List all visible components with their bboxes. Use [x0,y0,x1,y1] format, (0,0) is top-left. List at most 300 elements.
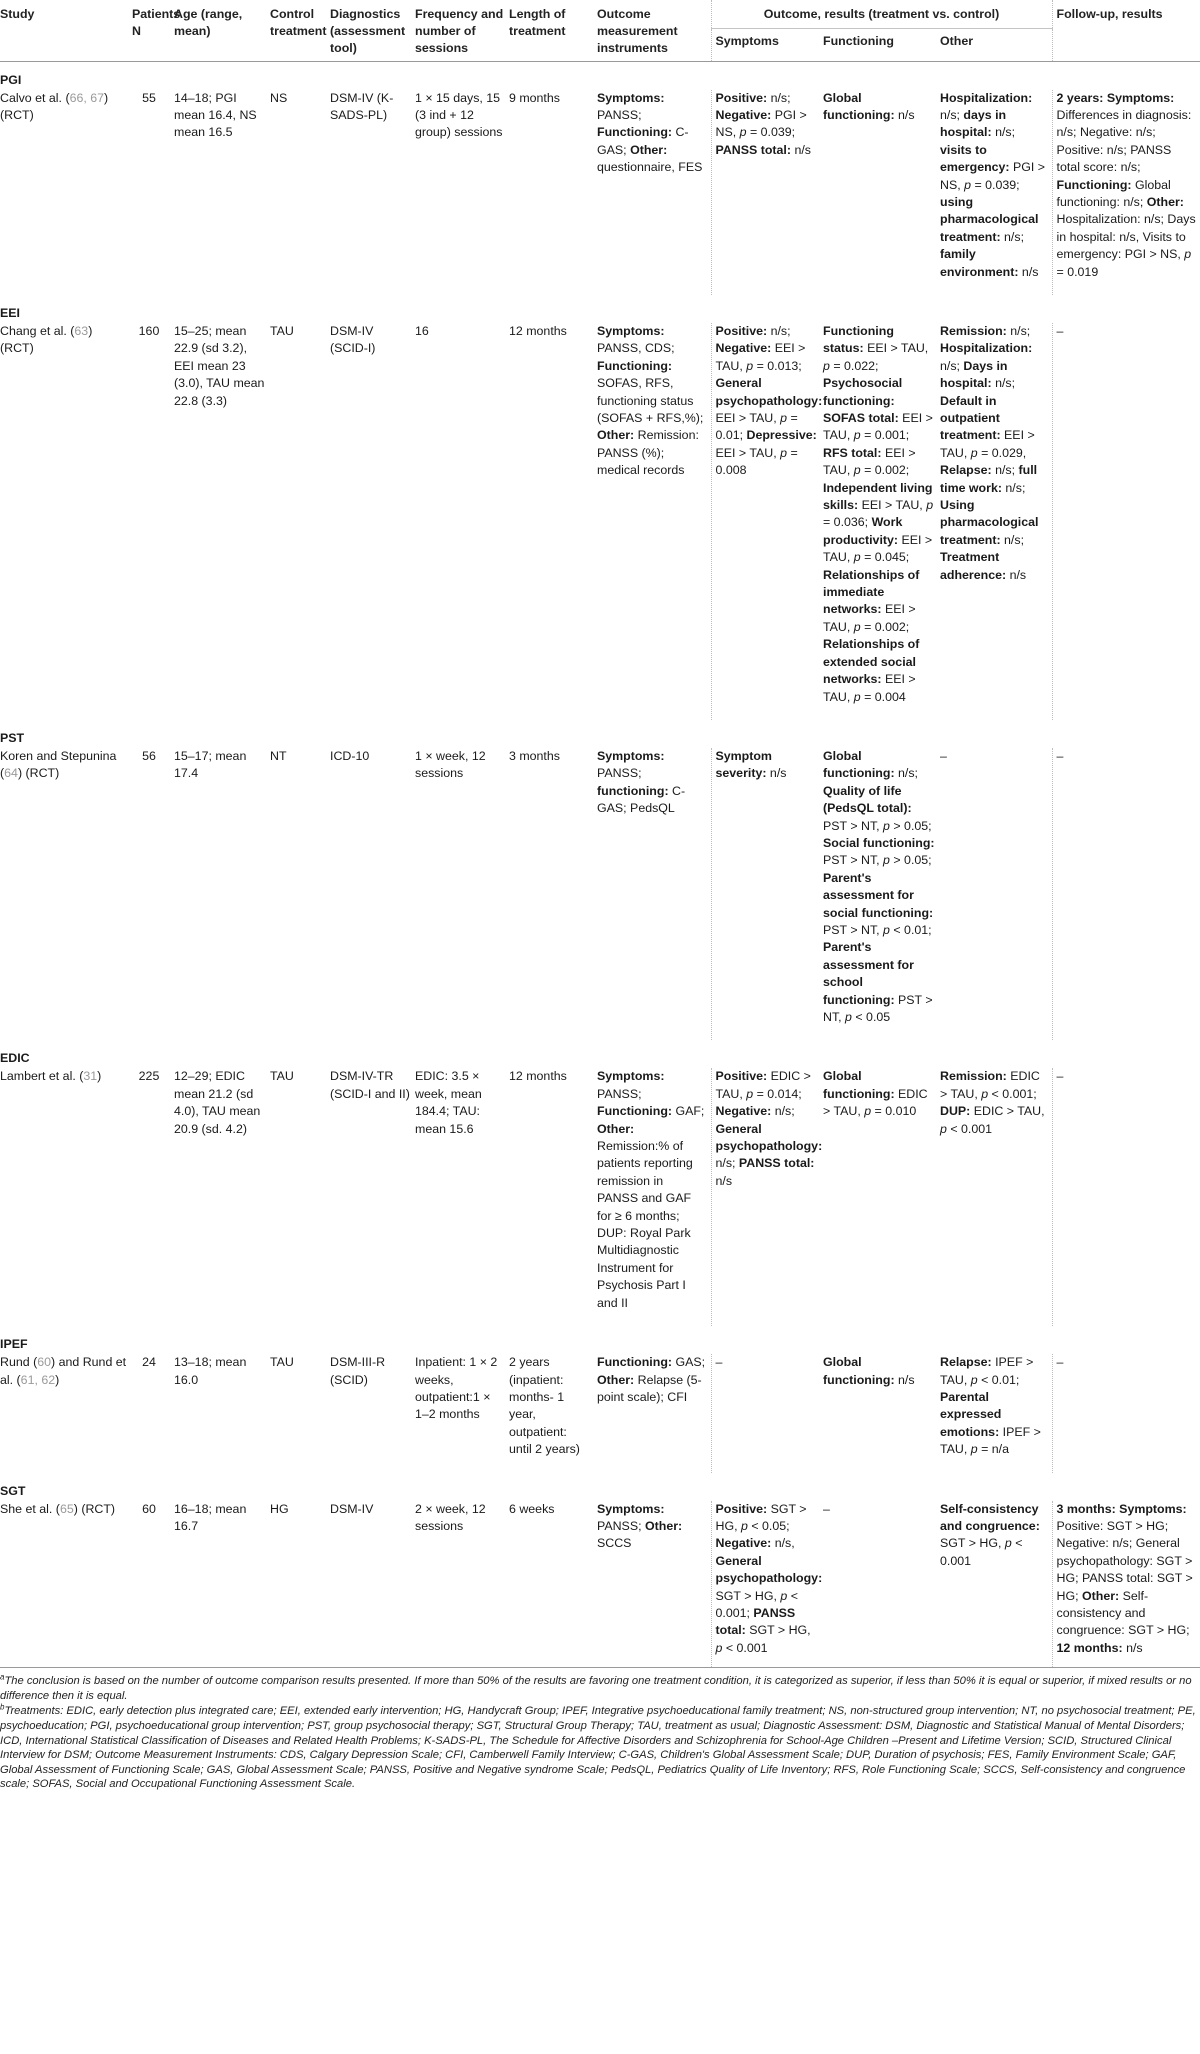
symptoms-result-cell [711,323,823,720]
cell-text: Remission: [940,1069,1007,1084]
table-row [0,323,1200,720]
cell-text: Other: [644,1518,683,1533]
cell-text: n/s [1122,1640,1143,1655]
cell-text: p [981,1086,989,1101]
cell-text: SGT > HG, [745,1623,811,1638]
followup-cell [1052,323,1200,720]
cell-text: EEI > TAU, [823,532,933,565]
study-cell: Chang et al. (63) (RCT) [0,323,93,356]
cell-text: Negative: [715,107,772,122]
cell-text: n/s [1006,567,1027,582]
diagnostics-cell: DSM-IV (SCID-I) [330,323,376,356]
cell-text: > 0.05; [889,853,932,868]
instruments-cell [597,90,711,295]
cell-text: Functioning status: [823,323,894,356]
cell-text: = 0.036; [823,515,872,530]
group-row [0,62,1200,90]
cell-text: p [746,1086,754,1101]
cell-text: Symptoms: [597,748,665,763]
cell-text: = 0.010 [871,1104,917,1119]
cell-text: – [1056,748,1064,763]
cell-text: p [970,445,978,460]
study-cell: Koren and Stepunina (64) (RCT) [0,748,117,781]
other-result-cell [940,90,1052,295]
cell-text: Symptom severity: [715,748,772,781]
cell-text: Relationships of extended social networks: [823,637,920,687]
cell-text: Positive: SGT > HG; Negative: n/s; General psychopathology: SGT > HG; PANSS total: SGT > HG; [1056,1518,1193,1603]
cell-text: SOFAS, RFS, functioning status (SOFAS + RFS,%); [597,376,704,425]
cell-text: p [739,125,747,140]
cell-text: PANSS; [597,1086,642,1101]
cell-text: General psychopathology: [715,1121,823,1154]
group-label: IPEF [0,1337,28,1352]
cell-text: = n/a [977,1442,1010,1457]
cell-text: Symptoms: [597,1501,665,1516]
cell-text: Other: [630,142,668,157]
control-cell: NT [270,748,287,763]
control-cell: HG [270,1501,330,1668]
cell-text: p [715,1640,723,1655]
cell-text: Relapse (5-point scale); CFI [597,1372,702,1404]
study-cell: Calvo et al. (66, 67) (RCT) [0,90,109,122]
followup-cell [1052,1354,1200,1472]
cell-text: < 0.01; [977,1372,1020,1387]
cell-text: EEI > TAU, [858,498,927,513]
cell-text: n/s; [1000,532,1025,547]
cell-text: < 0.01; [889,922,932,937]
cell-text: Hospitalization: [940,90,1033,105]
cell-text: 2 years: Symptoms: [1056,90,1175,105]
cell-text: Symptoms: [597,323,665,338]
cell-text: Remission:% of patients reporting remission in PANSS and GAF for ≥ 6 months; DUP: Royal Park Multidiagnostic Instrument for Psychosis Part I and II [597,1139,693,1310]
col-control: Control treatment [270,0,330,62]
instruments-cell [597,1501,711,1668]
group-row [0,295,1200,323]
cell-text: EEI > TAU, [823,411,933,443]
cell-text: p [780,1588,788,1603]
cell-text: = 0.045; [860,550,910,565]
cell-text: Symptoms: [597,1069,665,1084]
functioning-result-cell [823,1501,940,1668]
functioning-result-cell [823,1354,940,1472]
cell-text: = 0.014; [753,1086,802,1101]
cell-text: family environment: [940,247,1019,279]
cell-text: = 0.002; [860,463,910,478]
cell-text: Hospitalization: [940,341,1033,356]
group-label: EDIC [0,1051,30,1066]
patients-cell: 160 [138,323,160,338]
age-cell: 14–18; PGI mean 16.4, NS mean 16.5 [174,90,257,140]
cell-text: p [1004,1536,1012,1551]
cell-text: Hospitalization: n/s; Days in hospital: n/s, Visits to emergency: PGI > NS, [1056,212,1196,262]
footnote-b-text: Treatments: EDIC, early detection plus integrated care; EEI, extended early intervention; HG, Handycraft Group; IPEF, Integrative psychoeducational family treatment; NS, non-structured group intervention; NT, no psychosocial treatment; PE, psychoeducation; PGI, psychoeducational group intervention; PST, group psychosocial therapy; SGT, Structural Group Therapy; TAU, treatment as usual; Diagnostic Assessment: DSM, Diagnostic and Statistical Manual of Mental Disorders; ICD, International Statistical Classification of Diseases and Related Health Problems; K-SADS-PL, The Schedule for Affective Disorders and Schizophrenia for School-Age Children –Present and Lifetime Version; SCID, Structured Clinical Interview for DSM; Outcome Measurement Instruments: CDS, Calgary Depression Scale; CFI, Camberwell Family Interview; C-GAS, Children's Global Assessment Scale; DUP, Duration of psychosis; FES, Family Environment Scale; GAF, Global Assessment of Functioning Scale; GAS, Global Assessment Scale; PANSS, Positive and Negative syndrome Scale; PedsQL, Pediatrics Quality of Life Inventory; RFS, Role Functioning Scale; SCCS, Self-consistency and congruence scale; SOFAS, Social and Occupational Functioning Assessment Scale. [0,1705,1196,1791]
cell-text: = 0.039; [746,125,796,140]
frequency-cell: 2 × week, 12 sessions [415,1501,509,1668]
cell-text: p [864,1104,872,1119]
cell-text: SGT > HG, [715,1588,781,1603]
cell-text: PANSS total: [715,1605,796,1638]
cell-text: p [780,445,788,460]
patients-cell: 24 [142,1355,156,1370]
cell-text: functioning: [597,783,669,798]
functioning-result-cell [823,748,940,1041]
cell-text: < 0.001; [988,1086,1037,1101]
cell-text: p [883,853,890,868]
cell-text: = 0.029, [977,445,1027,460]
cell-text: Symptoms: [597,90,665,105]
cell-text: days in hospital: [940,107,1007,140]
cell-text: SCCS [597,1536,632,1551]
cell-text: n/s [791,142,811,157]
cell-text: EEI > TAU, [823,672,916,704]
cell-text: EEI > TAU, [715,445,781,460]
length-cell: 2 years (inpatient: months- 1 year, outpatient: until 2 years) [509,1355,580,1457]
cell-text: n/s [715,1173,733,1188]
cell-text: p [853,428,861,443]
cell-text: – [1056,1355,1064,1370]
cell-text: PST > NT, [823,853,884,868]
cell-text: 3 months: Symptoms: [1056,1501,1187,1516]
functioning-result-cell [823,323,940,720]
followup-cell [1052,1068,1200,1326]
group-label: SGT [0,1483,26,1498]
diagnostics-cell: DSM-IV (K-SADS-PL) [330,90,394,122]
control-cell: TAU [270,323,294,338]
instruments-cell [597,323,711,720]
cell-text: n/s; [771,1104,795,1119]
cell-text: Social functioning: [823,835,935,850]
frequency-cell: 1 × 15 days, 15 (3 ind + 12 group) sessions [415,90,503,140]
cell-text: PANSS; [597,766,642,781]
cell-text: PGI > NS, [940,160,1046,192]
symptoms-result-cell [711,90,823,295]
age-cell: 15–25; mean 22.9 (sd 3.2), EEI mean 23 (3.0), TAU mean 22.8 (3.3) [174,323,265,408]
cell-text: p [964,177,972,192]
cell-text: = 0.022; [829,358,879,373]
cell-text: EEI > TAU, [823,445,916,478]
col-frequency: Frequency and number of sessions [415,0,509,62]
other-result-cell [940,748,1052,1041]
cell-text: Functioning: [597,1104,673,1119]
cell-text: < 0.001 [940,1536,1023,1568]
cell-text: using pharmacological treatment: [940,194,1039,244]
cell-text: p [853,550,861,565]
cell-text: Other: [1146,194,1184,209]
cell-text: – [1056,1069,1064,1084]
cell-text: < 0.001 [946,1121,993,1136]
cell-text: p [845,1010,852,1024]
col-diagnostics: Diagnostics (assessment tool) [330,0,415,62]
instruments-cell [597,748,711,1041]
cell-text: Functioning: [1056,177,1132,192]
instruments-cell [597,1354,711,1472]
footnote-a-mark: a [0,1672,5,1682]
citation-ref[interactable]: 64 [4,766,18,781]
cell-text: EEI > TAU, [940,428,1035,460]
table-row [0,90,1200,295]
cell-text: Other: [597,428,635,443]
cell-text: Positive: [715,90,768,105]
cell-text: n/s, [771,1536,795,1551]
cell-text: > 0.05; [889,818,932,833]
cell-text: PANSS total: [715,142,791,157]
cell-text: Negative: [715,1536,772,1551]
cell-text: n/s; [1000,229,1025,244]
diagnostics-cell: DSM-IV [330,1501,415,1668]
cell-text: = 0.008 [715,445,798,478]
citation-ref[interactable]: 31 [83,1069,98,1084]
table-row [0,1354,1200,1472]
cell-text: EEI > TAU, [715,411,781,425]
table-header [0,0,1200,62]
age-cell: 16–18; mean 16.7 [174,1501,270,1668]
symptoms-result-cell [711,1501,823,1668]
col-age: Age (range, mean) [174,0,270,62]
cell-text: EDIC > TAU, [940,1069,1040,1101]
age-cell: 15–17; mean 17.4 [174,748,247,781]
cell-text: n/s; [715,1156,739,1171]
cell-text: Parent's assessment for school functioning: [823,940,914,1007]
cell-text: p [823,358,830,373]
cell-text: n/s [766,766,787,781]
cell-text: p [853,463,861,478]
cell-text: Other: [597,1121,635,1136]
cell-text: Global functioning: [823,1069,895,1101]
cell-text: Work productivity: [823,515,903,547]
cell-text: PST > NT, [823,992,933,1024]
cell-text: GAF; [672,1104,705,1119]
cell-text: n/s; [767,90,791,105]
cell-text: RFS total: [823,445,882,460]
diagnostics-cell: ICD-10 [330,748,370,763]
cell-text: – [940,748,947,763]
cell-text: PANSS; [597,107,642,122]
cell-text: = 0.013; [753,358,802,373]
cell-text: PGI > NS, [715,107,807,140]
length-cell: 12 months [509,1069,567,1084]
cell-text: Positive: [715,1501,768,1516]
cell-text: n/s; [991,125,1016,140]
cell-text: Global functioning: [823,1355,895,1387]
cell-text: EDIC > TAU, [970,1104,1045,1119]
cell-text: < 0.05 [851,1010,891,1024]
citation-ref[interactable]: 61, 62 [20,1372,56,1387]
cell-text: – [823,1501,830,1516]
patients-cell: 56 [142,748,156,763]
table-row [0,1501,1200,1668]
other-result-cell [940,1354,1052,1472]
cell-text: p [1184,247,1192,262]
study-cell: She et al. (65) (RCT) [0,1501,132,1668]
patients-cell: 60 [132,1501,174,1668]
cell-text: = 0.001; [860,428,910,443]
cell-text: p [780,411,788,425]
cell-text: n/s; [991,463,1019,478]
symptoms-result-cell [711,1068,823,1326]
cell-text: n/s; [991,376,1016,391]
cell-text: Days in hospital: [940,358,1008,391]
cell-text: p [940,1121,947,1136]
footnote-a [0,1674,1200,1703]
diagnostics-cell: DSM-IV-TR (SCID-I and II) [330,1069,410,1101]
cell-text: p [853,619,861,634]
cell-text: 12 months: [1056,1640,1123,1655]
cell-text: = 0.01; [715,411,798,443]
cell-text: IPEF > TAU, [940,1355,1034,1387]
cell-text: visits to emergency: [940,142,1010,175]
length-cell: 6 weeks [509,1501,597,1668]
cell-text: Default in outpatient treatment: [940,393,1001,443]
followup-cell [1052,748,1200,1041]
cell-text: IPEF > TAU, [940,1424,1041,1457]
cell-text: p [883,922,890,937]
frequency-cell: Inpatient: 1 × 2 weeks, outpatient:1 × 1–2 months [415,1355,498,1422]
other-result-cell [940,1068,1052,1326]
cell-text: Psychosocial functioning: SOFAS total: [823,376,903,425]
col-functioning: Functioning [823,29,940,62]
group-label: EEI [0,305,20,320]
cell-text: Quality of life (PedsQL total): [823,783,912,816]
cell-text: C-GAS; PedsQL [597,783,686,816]
control-cell: TAU [270,1069,294,1084]
cell-text: Differences in diagnosis: n/s; Negative: n/s; Positive: n/s; PANSS total score: n/s; [1056,107,1192,175]
cell-text: PANSS total: [738,1156,815,1171]
cell-text: Positive: [715,1069,768,1084]
cell-text: Independent living skills: [823,480,933,513]
cell-text: Parental expressed emotions: [940,1389,1002,1439]
cell-text: = 0.002; [860,619,910,634]
cell-text: Functioning: [597,358,673,373]
age-cell: 13–18; mean 16.0 [174,1355,247,1387]
cell-text: n/s [894,1372,915,1387]
diagnostics-cell: DSM-III-R (SCID) [330,1355,386,1387]
cell-text: Functioning: [597,125,673,140]
table-body [0,62,1200,1668]
symptoms-result-cell [711,1354,823,1472]
other-result-cell [940,323,1052,720]
frequency-cell: 1 × week, 12 sessions [415,748,486,781]
cell-text: p [853,689,861,704]
cell-text: Functioning: [597,1355,673,1370]
cell-text: Relapse: [940,463,992,478]
other-result-cell [940,1501,1052,1668]
cell-text: p [970,1442,978,1457]
footnotes [0,1668,1200,1792]
cell-text: Remission: PANSS (%); medical records [597,428,699,478]
cell-text: questionnaire, FES [597,160,703,175]
cell-text: General psychopathology: [715,376,823,408]
citation-ref[interactable]: 60 [37,1355,52,1370]
cell-text: PST > NT, [823,922,884,937]
cell-text: EDIC > TAU, [823,1086,928,1119]
cell-text: PST > NT, [823,818,884,833]
cell-text: n/s; [1001,480,1026,495]
cell-text: Using pharmacological treatment: [940,498,1039,547]
cell-text: n/s [1018,264,1039,279]
group-label: PGI [0,73,22,87]
cell-text: Negative: [715,341,772,356]
group-row [0,720,1200,748]
col-length: Length of treatment [509,0,597,62]
group-row [0,1326,1200,1354]
cell-text: – [1056,323,1064,338]
cell-text: < 0.001 [722,1640,768,1655]
col-other: Other [940,29,1052,62]
citation-ref[interactable]: 63 [74,323,89,338]
control-cell: TAU [270,1355,294,1370]
cell-text: = 0.004 [860,689,906,704]
col-patients: Patients N [132,0,174,62]
cell-text: p [883,818,890,833]
cell-text: n/s; [1006,323,1031,338]
cell-text: Self-consistency and congruence: [940,1501,1040,1533]
instruments-cell [597,1068,711,1326]
cell-text: Other: [1082,1588,1120,1603]
length-cell: 9 months [509,90,560,105]
cell-text: p [926,498,934,513]
cell-text: EEI > TAU, [823,602,916,634]
cell-text: full time work: [940,463,1038,495]
cell-text: < 0.001; [715,1588,798,1620]
cell-text: Global functioning: [823,90,895,122]
group-label: PST [0,730,25,745]
cell-text: p [740,1518,748,1533]
footnote-b [0,1704,1200,1792]
cell-text: PANSS; [597,1518,645,1533]
footnote-b-mark: b [0,1702,5,1712]
col-study: Study [0,0,132,62]
citation-ref[interactable]: 66, 67 [69,90,105,105]
cell-text: – [715,1355,723,1370]
cell-text: n/s; [767,323,791,338]
control-cell: NS [270,90,288,105]
col-instruments: Outcome measurement instruments [597,0,711,62]
cell-text: Remission: [940,323,1007,338]
cell-text: PANSS, CDS; [597,341,675,356]
cell-text: EEI > TAU, [863,341,929,356]
study-cell: Lambert et al. (31) [0,1069,102,1084]
cell-text: Relationships of immediate networks: [823,567,920,617]
cell-text: Parent's assessment for social functioning: [823,870,934,920]
cell-text: EDIC > TAU, [715,1069,811,1101]
cell-text: SGT > HG, [940,1536,1005,1551]
cell-text: n/s [894,107,915,122]
group-row [0,1473,1200,1501]
cell-text: = 0.019 [1056,264,1099,279]
length-cell: 12 months [509,323,567,338]
cell-text: Self-consistency and congruence: SGT > HG; [1056,1588,1190,1638]
frequency-cell: EDIC: 3.5 × week, mean 184.4; TAU: mean 15.6 [415,1069,482,1136]
citation-ref[interactable]: 65 [59,1501,74,1516]
length-cell: 3 months [509,748,560,763]
col-outcome-group: Outcome, results (treatment vs. control) [711,0,1052,29]
cell-text: = 0.039; [971,177,1020,192]
age-cell: 12–29; EDIC mean 21.2 (sd 4.0), TAU mean 20.9 (sd. 4.2) [174,1069,261,1136]
patients-cell: 55 [142,90,156,105]
cell-text: n/s; [940,358,964,373]
followup-cell [1052,90,1200,295]
table-row [0,748,1200,1041]
functioning-result-cell [823,90,940,295]
cell-text: Global functioning: [823,748,895,781]
cell-text: p [746,358,754,373]
cell-text: C-GAS; [597,125,689,157]
cell-text: Treatment adherence: [940,550,1007,582]
cell-text: Positive: [715,323,768,338]
cell-text: EEI > TAU, [715,341,806,373]
symptoms-result-cell [711,748,823,1041]
cell-text: SGT > HG, [715,1501,807,1533]
